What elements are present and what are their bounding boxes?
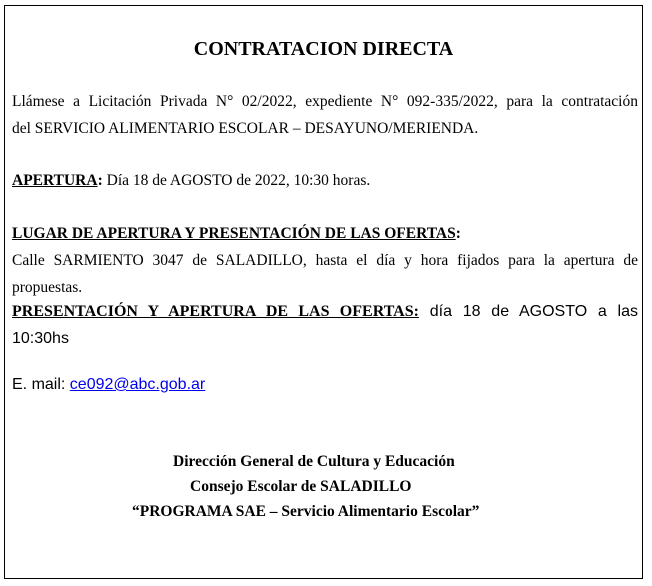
lugar-label: LUGAR DE APERTURA Y PRESENTACIÓN DE LAS OFERTAS: [12, 225, 456, 242]
email-link[interactable]: ce092@abc.gob.ar: [69, 376, 206, 393]
intro-paragraph: [12, 88, 638, 142]
lugar-paragraph: [12, 220, 638, 301]
apertura-paragraph: [12, 167, 638, 194]
lugar-line-1: Calle SARMIENTO 3047 de SALADILLO, hasta el día y hora fijados para la apertura de: [12, 252, 638, 269]
presentacion-text-1: día 18 de AGOSTO a las: [418, 303, 639, 320]
email-paragraph: [12, 371, 638, 398]
lugar-colon: :: [455, 225, 461, 242]
presentacion-label: PRESENTACIÓN Y APERTURA DE LAS OFERTAS:: [12, 303, 419, 320]
apertura-colon: :: [97, 172, 103, 189]
footer-line-1: Dirección General de Cultura y Educación: [173, 453, 455, 470]
presentacion-paragraph: [12, 298, 638, 352]
email-label: E. mail:: [12, 376, 70, 393]
apertura-text: Día 18 de AGOSTO de 2022, 10:30 horas.: [102, 172, 371, 189]
apertura-label: APERTURA: [12, 172, 98, 189]
page-title: CONTRATACION DIRECTA: [193, 38, 454, 60]
intro-line-1: Llámese a Licitación Privada N° 02/2022, expediente N° 092-335/2022, para la contratación: [12, 93, 638, 110]
lugar-line-2: propuestas.: [12, 279, 83, 296]
intro-line-2: del SERVICIO ALIMENTARIO ESCOLAR – DESAYUNO/MERIENDA.: [12, 120, 479, 137]
document-frame: [4, 5, 643, 579]
presentacion-text-2: 10:30hs: [12, 330, 69, 347]
footer-line-2: Consejo Escolar de SALADILLO: [190, 478, 412, 495]
footer-line-3: “PROGRAMA SAE – Servicio Alimentario Escolar”: [132, 503, 480, 520]
